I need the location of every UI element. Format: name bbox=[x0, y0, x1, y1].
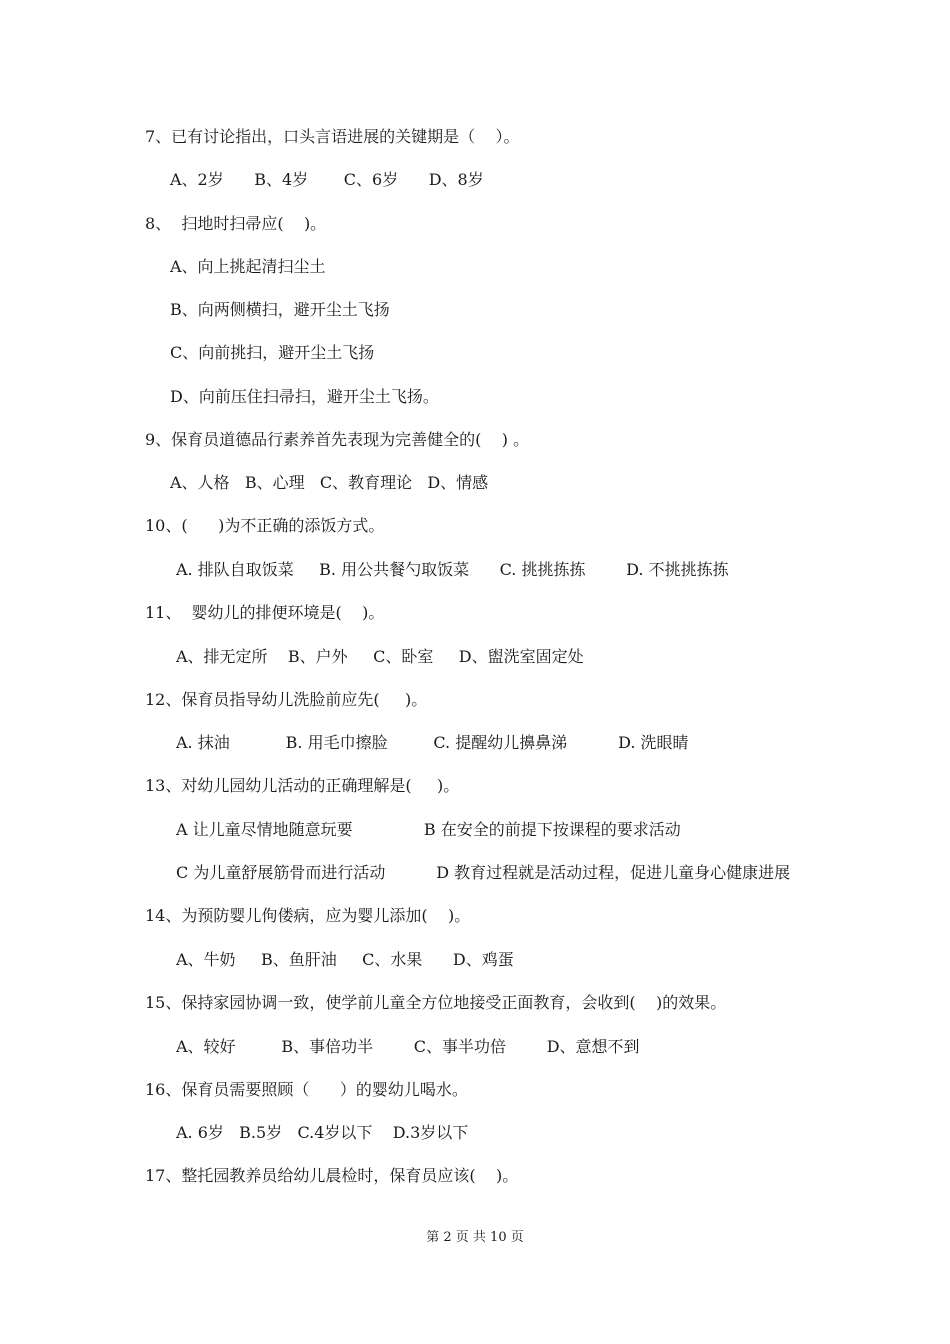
question-options: A、牛奶 B、鱼肝油 C、水果 D、鸡蛋 bbox=[176, 950, 514, 969]
question-options: A、2岁 B、4岁 C、6岁 D、8岁 bbox=[170, 170, 484, 189]
question-options: A、人格 B、心理 C、教育理论 D、情感 bbox=[170, 473, 489, 492]
question-stem: 12、保育员指导幼儿洗脸前应先( )。 bbox=[145, 690, 428, 709]
question-stem: 13、对幼儿园幼儿活动的正确理解是( )。 bbox=[145, 776, 460, 795]
page-number-footer: 第 2 页 共 10 页 bbox=[426, 1230, 524, 1245]
question-stem: 10、( )为不正确的添饭方式。 bbox=[145, 516, 385, 535]
question-stem: 14、为预防婴儿佝偻病，应为婴儿添加( )。 bbox=[145, 906, 471, 925]
question-stem: 7、已有讨论指出，口头言语进展的关键期是（ ）。 bbox=[145, 127, 520, 146]
question-stem: 17、整托园教养员给幼儿晨检时，保育员应该( )。 bbox=[145, 1166, 519, 1185]
question-options: A. 6岁 B.5岁 C.4岁以下 D.3岁以下 bbox=[176, 1123, 469, 1142]
question-stem: 9、保育员道德品行素养首先表现为完善健全的( ) 。 bbox=[145, 430, 530, 449]
question-option: A 让儿童尽情地随意玩要 B 在安全的前提下按课程的要求活动 bbox=[176, 820, 681, 839]
question-options: A、较好 B、事倍功半 C、事半功倍 D、意想不到 bbox=[176, 1037, 640, 1056]
question-option: C、向前挑扫，避开尘土飞扬 bbox=[170, 343, 375, 362]
question-options: A、排无定所 B、户外 C、卧室 D、盥洗室固定处 bbox=[176, 647, 584, 666]
question-options: A. 排队自取饭菜 B. 用公共餐勺取饭菜 C. 挑挑拣拣 D. 不挑挑拣拣 bbox=[176, 560, 729, 579]
question-option: C 为儿童舒展筋骨而进行活动 D 教育过程就是活动过程，促进儿童身心健康进展 bbox=[176, 863, 791, 882]
question-stem: 15、保持家园协调一致，使学前儿童全方位地接受正面教育，会收到( )的效果。 bbox=[145, 993, 727, 1012]
question-option: A、向上挑起清扫尘土 bbox=[170, 257, 326, 276]
question-option: B、向两侧横扫，避开尘土飞扬 bbox=[170, 300, 390, 319]
question-stem: 8、 扫地时扫帚应( )。 bbox=[145, 214, 327, 233]
question-options: A. 抹油 B. 用毛巾擦脸 C. 提醒幼儿擤鼻涕 D. 洗眼睛 bbox=[176, 733, 689, 752]
question-option: D、向前压住扫帚扫，避开尘土飞扬。 bbox=[170, 387, 439, 406]
question-stem: 11、 婴幼儿的排便环境是( )。 bbox=[145, 603, 385, 622]
question-stem: 16、保育员需要照顾（ ）的婴幼儿喝水。 bbox=[145, 1080, 468, 1099]
